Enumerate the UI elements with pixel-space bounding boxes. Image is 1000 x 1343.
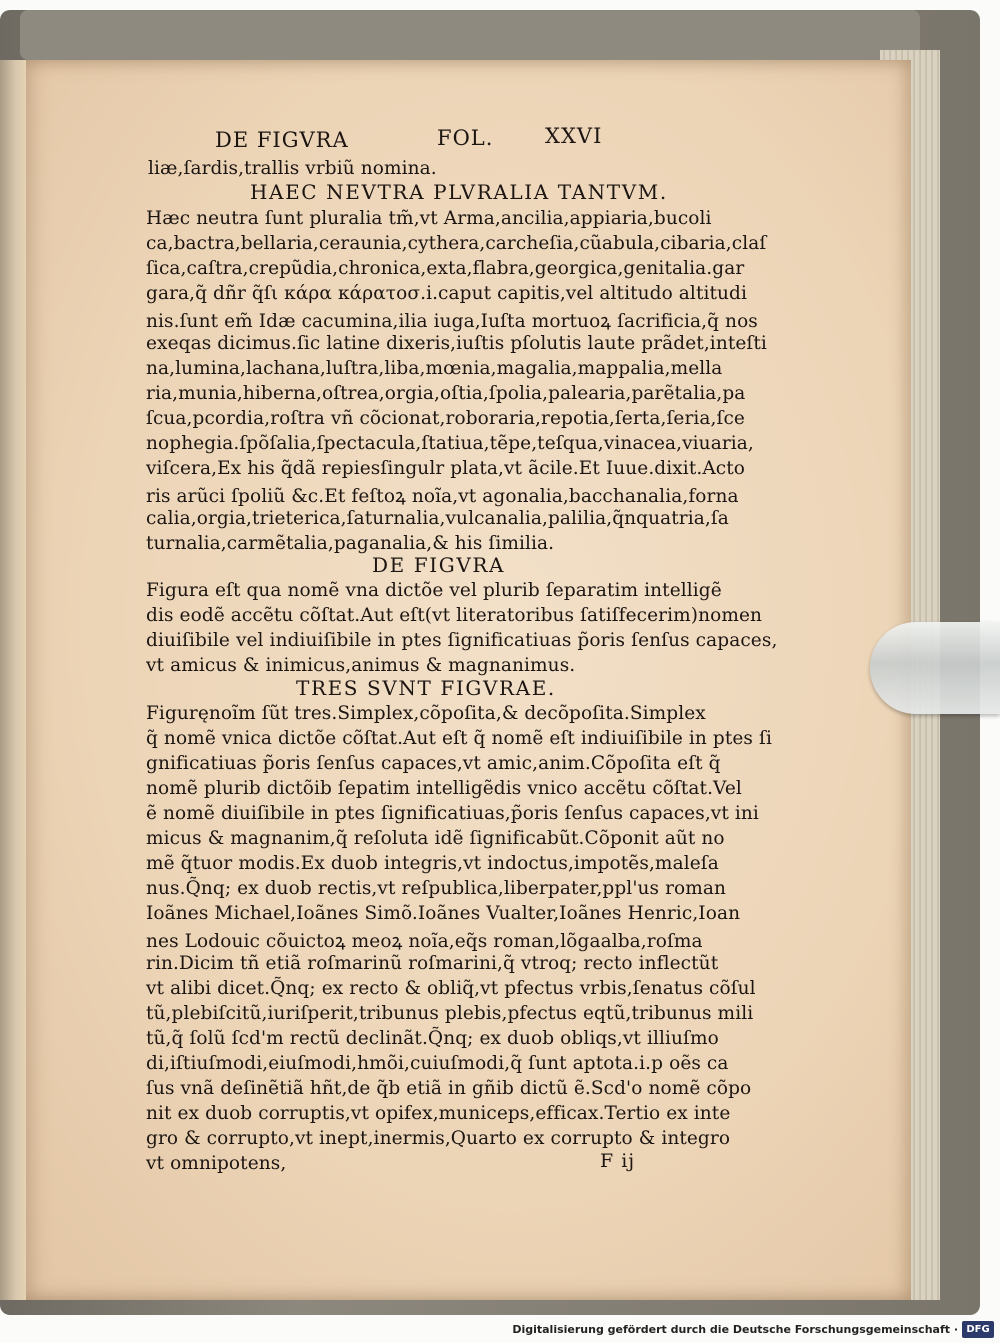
text-line: ſus vnã deſinẽtiã hñt,de q̃b etiã in gñib dictũ ẽ.Scd'o nomẽ cõpo [146,1078,752,1099]
text-line: Hæc neutra ſunt pluralia tm̃,vt Arma,ancilia,appiaria,bucoli [146,208,712,229]
text-line: mẽ q̃tuor modis.Ex duob integris,vt indoctus,impotẽs,maleſa [146,853,719,874]
text-line: nophegia.ſpõſalia,ſpectacula,ſtatiua,tẽpe,teſqua,vinacea,viuaria, [146,433,754,454]
text-line: dis eodẽ accẽtu cõſtat.Aut eſt(vt literatoribus ſatiſfecerim)nomen [146,605,763,626]
running-head-center: FOL. [437,126,494,150]
text-line: Figura eſt qua nomẽ vna dictõe vel plurib ſeparatim intelligẽ [146,580,722,601]
text-line: gro & corrupto,vt inept,inermis,Quarto ex corrupto & integro [146,1128,731,1149]
signature-mark: F ij [600,1150,636,1172]
text-line: gara,q̃ dñr q̃ſι κάρα κάρατοσ.i.caput capitis,vel altitudo altitudi [146,283,748,304]
text-line: micus & magnanim,q̃ reſoluta idẽ ſignificabũt.Cõponit aũt no [146,828,725,849]
text-line: tũ,plebiſcitũ,iuriſperit,tribunus plebis,pfectus eqtũ,tribunus mili [146,1003,754,1024]
text-line: nes Lodouic cõuictoꝝ meoꝝ noĩa,eq̃s roman,lõgaalba,roſma [146,931,703,952]
text-line: calia,orgia,trieterica,ſaturnalia,vulcanalia,palilia,q̃nquatria,ſa [146,508,729,529]
text-line: viſcera,Ex his q̃dã repiesſingulr plata,vt ãcile.Et Iuue.dixit.Acto [146,458,746,479]
running-head-left: DE FIGVRA [215,128,349,152]
text-line: tũ,q̃ ſolũ ſcd'm rectũ declinãt.Q̃nq; ex duob obliqs,vt illiuſmo [146,1028,719,1049]
text-line: ſcua,pcordia,roſtra vñ cõcionat,roboraria,repotia,ſerta,ſeria,ſce [146,408,745,429]
text-line: vt omnipotens, [146,1153,287,1174]
text-line: nit ex duob corruptis,vt opifex,municeps,efficax.Tertio ex inte [146,1103,731,1124]
text-line: liæ,ſardis,trallis vrbiũ nomina. [148,158,437,179]
section-heading: TRES SVNT FIGVRAE. [296,676,556,700]
text-line: nis.ſunt em̃ Idæ cacumina,ilia iuga,Iuſta mortuoꝝ ſacrificia,q̃ nos [146,311,758,332]
text-line: ẽ nomẽ diuiſibile in ptes ſignificatiuas,p̃oris ſenſus capaces,vt ini [146,803,759,824]
text-line: gnificatiuas p̃oris ſenſus capaces,vt amic,anim.Cõpoſita eſt q̃ [146,753,721,774]
page-clip [870,622,1000,714]
text-line: na,lumina,lachana,luſtra,liba,mœnia,magalia,mappalia,mella [146,358,723,379]
text-line: di,iſtiuſmodi,eiuſmodi,hmõi,cuiuſmodi,q̃ ſunt aptota.i.p oẽs ca [146,1053,729,1074]
text-line: Ioãnes Michael,Ioãnes Simõ.Ioãnes Vualter,Ioãnes Henric,Ioan [146,903,741,924]
text-line: ris arũci ſpoliũ &c.Et feſtoꝝ noĩa,vt agonalia,bacchanalia,forna [146,486,739,507]
text-line: turnalia,carmẽtalia,paganalia,& his ſimilia. [146,533,555,554]
text-line: rin.Dicim tñ etiã roſmarinũ roſmarini,q̃ vtroq; recto inflectũt [146,953,719,974]
text-line: Figuręnoĩm ſũt tres.Simplex,cõpoſita,& decõpoſita.Simplex [146,703,706,724]
funding-credit: Digitalisierung gefördert durch die Deutsche Forschungsgemeinschaft · [512,1323,958,1336]
text-line: nus.Q̃nq; ex duob rectis,vt reſpublica,liberpater,ppl'us roman [146,878,727,899]
text-line: ſica,caſtra,crepũdia,chronica,exta,flabra,georgica,genitalia.gar [146,258,745,279]
text-line: ria,munia,hiberna,oſtrea,orgia,oſtia,ſpolia,palearia,parẽtalia,pa [146,383,746,404]
text-line: ca,bactra,bellaria,ceraunia,cythera,carcheſia,cũabula,cibaria,claſ [146,233,767,254]
text-line: vt alibi dicet.Q̃nq; ex recto & obliq̃,vt pfectus vrbis,ſenatus cõſul [146,978,756,999]
text-line: nomẽ plurib dictõib ſepatim intelligẽdis vnico accẽtu cõſtat.Vel [146,778,742,799]
text-line: exeqas dicimus.ſic latine dixeris,iuſtis pſolutis laute prãdet,inteſti [146,333,767,354]
section-heading: HAEC NEVTRA PLVRALIA TANTVM. [250,180,668,204]
text-line: diuiſibile vel indiuiſibile in ptes ſignificatiuas p̃oris ſenſus capaces, [146,630,778,651]
text-line: vt amicus & inimicus,animus & magnanimus. [146,655,576,676]
section-heading: DE FIGVRA [372,553,506,577]
text-line: q̃ nomẽ vnica dictõe cõſtat.Aut eſt q̃ nomẽ eſt indiuiſibile in ptes ſi [146,728,772,749]
dfg-logo: DFG [962,1321,994,1338]
footer-bar [0,1318,1000,1343]
folio-number: XXVI [545,124,603,148]
